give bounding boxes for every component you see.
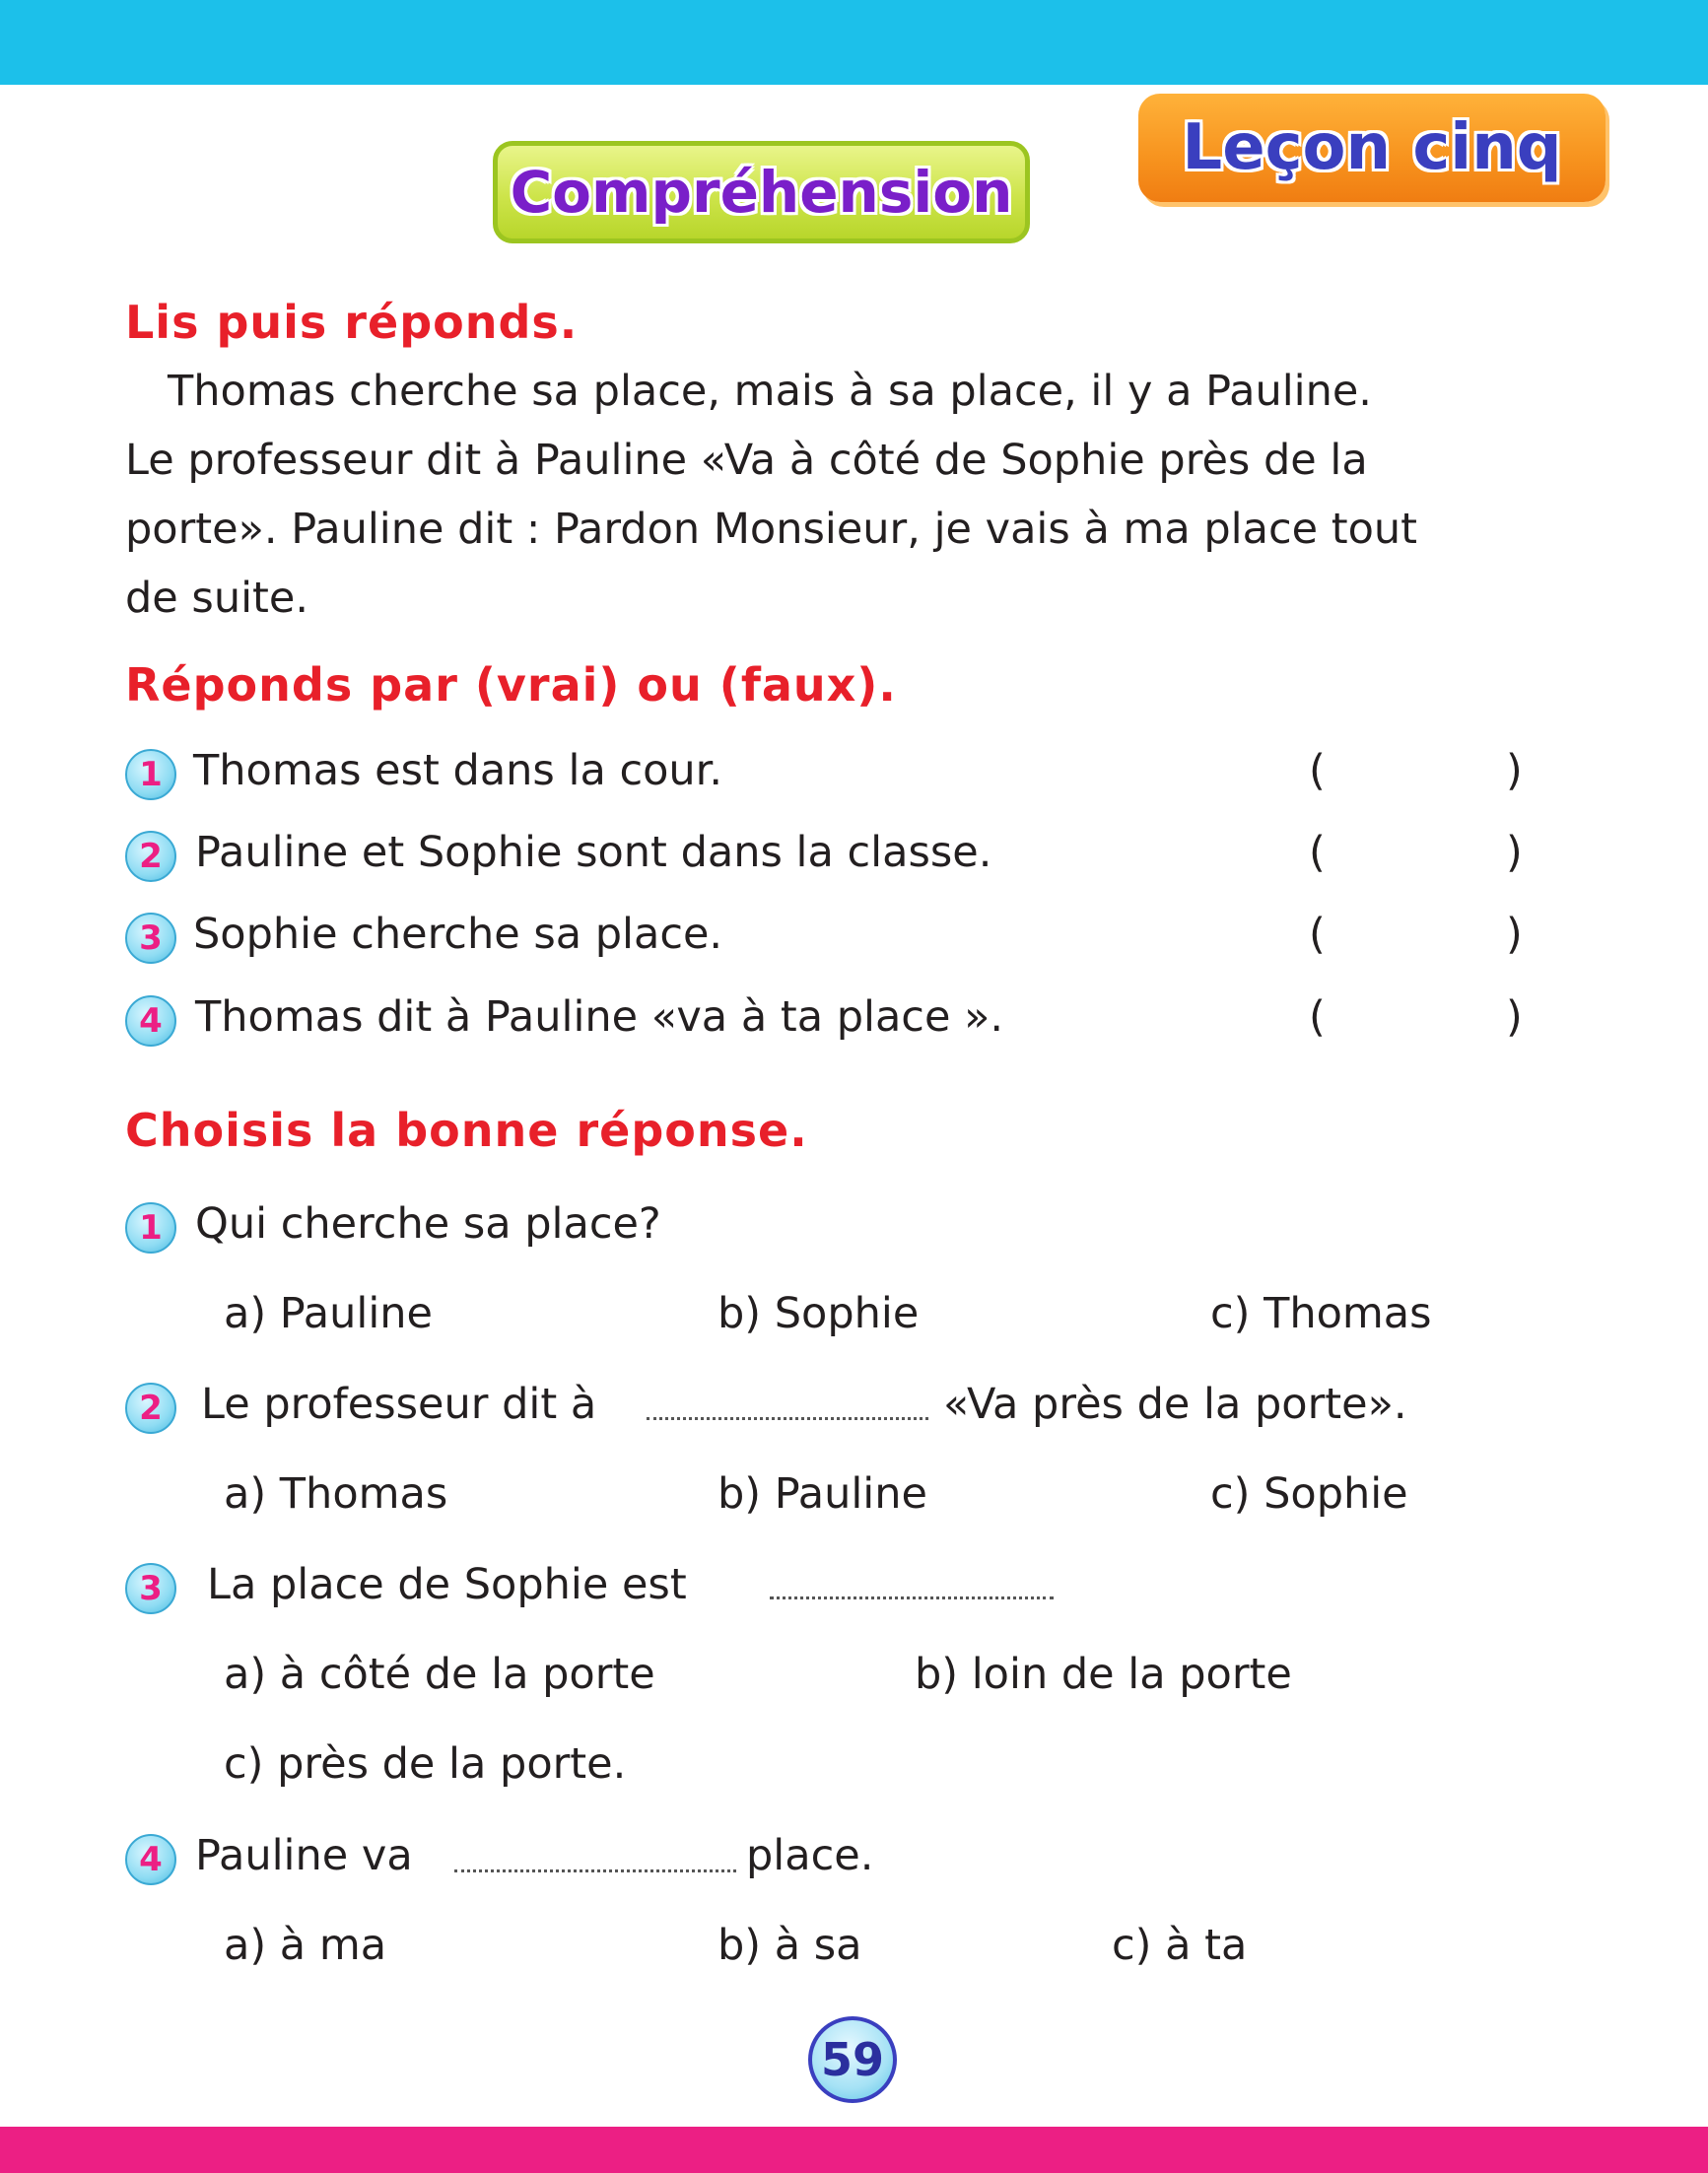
- blank-line: [647, 1417, 928, 1420]
- reading-line-2: Le professeur dit à Pauline «Va à côté de Sophie près de la: [125, 436, 1368, 485]
- answer-paren-open: (: [1309, 828, 1326, 877]
- number-icon: 4: [125, 1834, 176, 1885]
- section-title: Compréhension: [510, 159, 1013, 226]
- blank-line: [770, 1596, 1054, 1599]
- tf-item-1: Thomas est dans la cour.: [193, 746, 723, 795]
- reading-line-4: de suite.: [125, 574, 309, 623]
- choice-option: b) à sa: [717, 1921, 862, 1970]
- choice-question-2-start: Le professeur dit à: [201, 1380, 597, 1429]
- choice-option: c) près de la porte.: [224, 1739, 627, 1789]
- blank-line: [454, 1869, 736, 1872]
- choice-option: c) Sophie: [1210, 1469, 1408, 1519]
- top-color-bar: [0, 0, 1708, 85]
- choice-option: b) loin de la porte: [915, 1650, 1292, 1699]
- choice-question-1: Qui cherche sa place?: [195, 1199, 661, 1249]
- section-badge: [493, 141, 1030, 243]
- choice-option: a) Pauline: [224, 1289, 433, 1338]
- reading-line-3: porte». Pauline dit : Pardon Monsieur, je vais à ma place tout: [125, 505, 1418, 554]
- reading-line-1: Thomas cherche sa place, mais à sa place, il y a Pauline.: [168, 367, 1372, 416]
- choice-option: a) à côté de la porte: [224, 1650, 655, 1699]
- choice-option: b) Sophie: [717, 1289, 920, 1338]
- true-false-instruction: Réponds par (vrai) ou (faux).: [125, 658, 897, 712]
- answer-paren-close: ): [1506, 992, 1523, 1042]
- choice-question-4-end: place.: [746, 1831, 874, 1880]
- number-icon: 1: [125, 1202, 176, 1254]
- number-icon: 3: [125, 913, 176, 964]
- page-number: 59: [808, 2016, 897, 2103]
- answer-paren-open: (: [1309, 992, 1326, 1042]
- choice-option: b) Pauline: [717, 1469, 927, 1519]
- reading-instruction: Lis puis réponds.: [125, 296, 579, 349]
- tf-item-3: Sophie cherche sa place.: [193, 910, 723, 959]
- choice-option: a) Thomas: [224, 1469, 448, 1519]
- choice-instruction: Choisis la bonne réponse.: [125, 1104, 808, 1157]
- number-icon: 4: [125, 995, 176, 1047]
- bottom-color-bar: [0, 2127, 1708, 2173]
- choice-question-3: La place de Sophie est: [207, 1560, 687, 1609]
- tf-item-2: Pauline et Sophie sont dans la classe.: [195, 828, 992, 877]
- answer-paren-open: (: [1309, 746, 1326, 795]
- number-icon: 2: [125, 1383, 176, 1434]
- choice-question-2-end: «Va près de la porte».: [943, 1380, 1407, 1429]
- choice-option: c) Thomas: [1210, 1289, 1432, 1338]
- lesson-badge: [1138, 94, 1606, 202]
- lesson-title: Leçon cinq: [1182, 111, 1562, 184]
- choice-option: a) à ma: [224, 1921, 387, 1970]
- number-icon: 3: [125, 1563, 176, 1614]
- tf-item-4: Thomas dit à Pauline «va à ta place ».: [195, 992, 1004, 1042]
- answer-paren-open: (: [1309, 910, 1326, 959]
- choice-question-4-start: Pauline va: [195, 1831, 413, 1880]
- choice-option: c) à ta: [1112, 1921, 1248, 1970]
- number-icon: 1: [125, 749, 176, 800]
- answer-paren-close: ): [1506, 910, 1523, 959]
- number-icon: 2: [125, 831, 176, 882]
- answer-paren-close: ): [1506, 828, 1523, 877]
- answer-paren-close: ): [1506, 746, 1523, 795]
